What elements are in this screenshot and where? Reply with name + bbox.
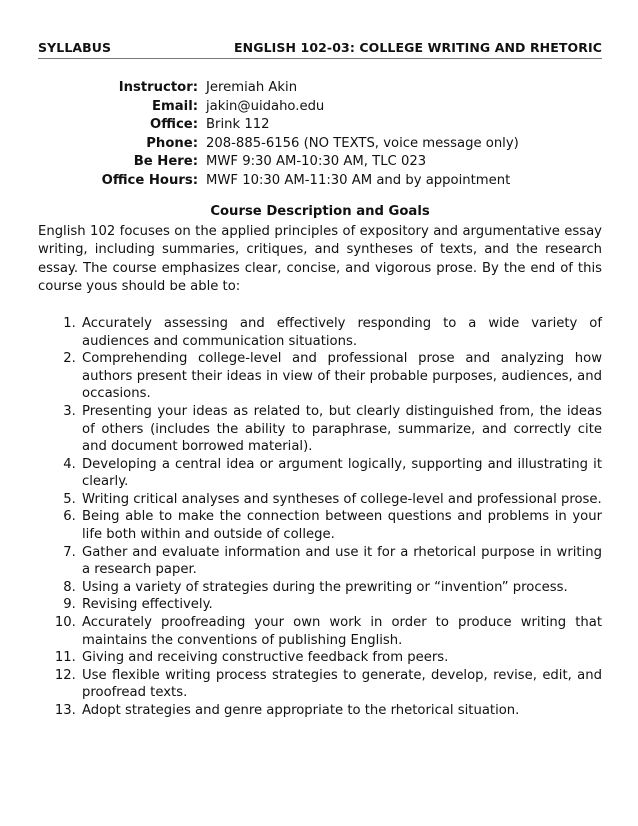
info-row-instructor xyxy=(38,79,602,98)
info-value: Brink 112 xyxy=(206,117,270,133)
info-label: Email: xyxy=(152,98,198,114)
list-item: 2. Comprehending college-level and professional prose and analyzing how authors present their ideas in view of their probable purposes, audiences, and occasions. xyxy=(80,350,602,403)
header-course-title: ENGLISH 102-03: COLLEGE WRITING AND RHETORIC xyxy=(234,40,602,55)
info-label: Office Hours: xyxy=(101,172,198,188)
list-item: 13. Adopt strategies and genre appropriate to the rhetorical situation. xyxy=(80,702,602,720)
info-label: Phone: xyxy=(146,135,198,151)
info-value: jakin@uidaho.edu xyxy=(206,98,325,114)
info-row-be-here xyxy=(38,153,602,172)
info-row-office xyxy=(38,116,602,135)
page-header xyxy=(38,40,602,59)
list-item: 1. Accurately assessing and effectively responding to a wide variety of audiences and communication situations. xyxy=(80,315,602,350)
info-label: Be Here: xyxy=(133,154,198,170)
list-item: 9. Revising effectively. xyxy=(80,596,602,614)
list-item: 8. Using a variety of strategies during the prewriting or “invention” process. xyxy=(80,579,602,597)
list-item: 7. Gather and evaluate information and use it for a rhetorical purpose in writing a research paper. xyxy=(80,544,602,579)
instructor-info xyxy=(38,79,602,191)
info-value: MWF 10:30 AM-11:30 AM and by appointment xyxy=(206,172,511,188)
list-item: 6. Being able to make the connection between questions and problems in your life both within and outside of college. xyxy=(80,508,602,543)
info-row-office-hours xyxy=(38,172,602,191)
list-item: 4. Developing a central idea or argument logically, supporting and illustrating it clearly. xyxy=(80,456,602,491)
info-label: Instructor: xyxy=(118,80,198,95)
list-item: 5. Writing critical analyses and syntheses of college-level and professional prose. xyxy=(80,491,602,509)
list-item: 3. Presenting your ideas as related to, but clearly distinguished from, the ideas of others (includes the ability to paraphrase, summarize, and correctly cite and document borrowed material). xyxy=(80,403,602,456)
course-description: English 102 focuses on the applied principles of expository and argumentative essay writing, including summaries, critiques, and syntheses of texts, and the research essay. The course emphasizes clear, concise, and vigorous prose. By the end of this course yous should be able to: xyxy=(38,223,602,295)
info-label: Office: xyxy=(150,117,198,133)
info-value: Jeremiah Akin xyxy=(206,80,298,95)
course-goals-list xyxy=(38,315,602,720)
list-item: 12. Use flexible writing process strategies to generate, develop, revise, edit, and proofread texts. xyxy=(80,667,602,702)
info-row-phone xyxy=(38,135,602,154)
list-item: 10. Accurately proofreading your own work in order to produce writing that maintains the conventions of publishing English. xyxy=(80,614,602,649)
header-left-title: SYLLABUS xyxy=(38,40,112,55)
info-row-email xyxy=(38,98,602,117)
section-title: Course Description and Goals xyxy=(210,203,430,219)
info-value: MWF 9:30 AM-10:30 AM, TLC 023 xyxy=(206,154,427,170)
info-value: 208-885-6156 (NO TEXTS, voice message only) xyxy=(206,135,519,151)
list-item: 11. Giving and receiving constructive feedback from peers. xyxy=(80,649,602,667)
document-page xyxy=(38,40,602,720)
